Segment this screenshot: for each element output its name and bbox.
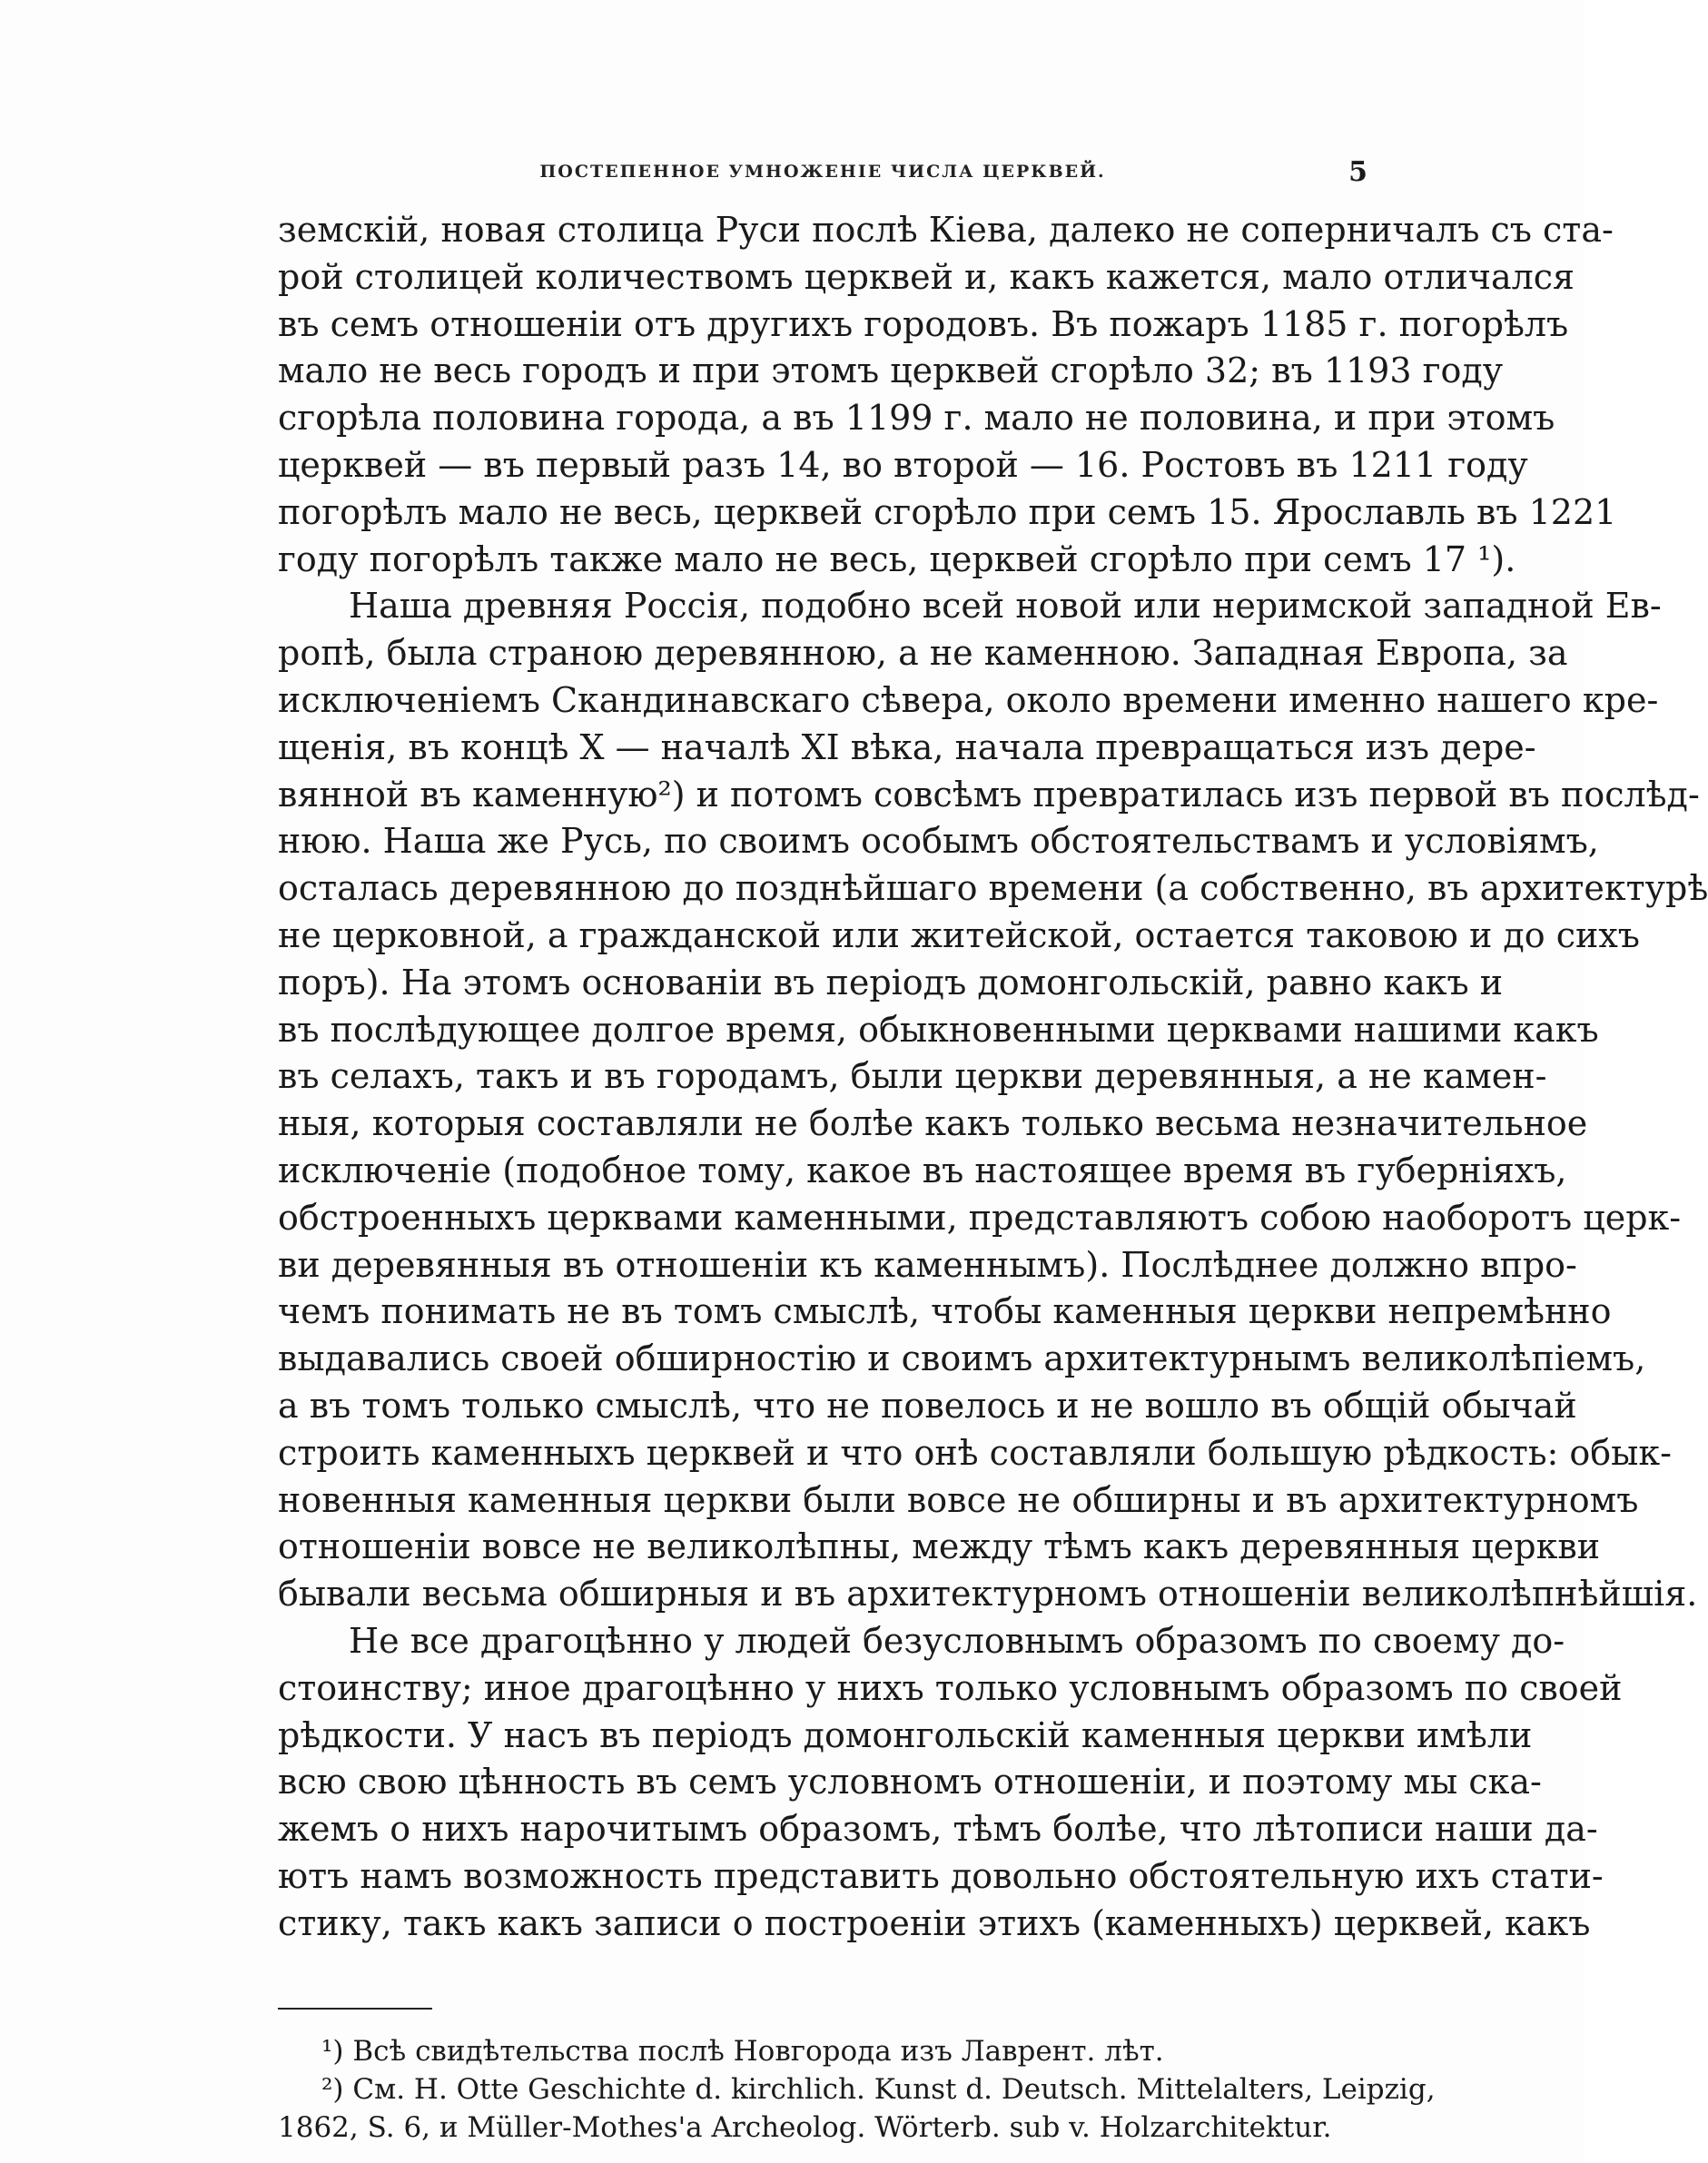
text-line: въ семъ отношеніи отъ другихъ городовъ. Въ пожаръ 1185 г. погорѣлъ [278,303,1569,344]
page-number: 5 [1348,156,1367,188]
paragraph [278,207,1617,583]
text-line: исключеніе (подобное тому, какое въ настоящее время въ губерніяхъ, [278,1150,1567,1190]
text-line: строить каменныхъ церквей и что онѣ составляли большую рѣдкость: обык- [278,1432,1672,1473]
page-header [278,156,1367,193]
footnote-separator [278,2008,432,2010]
text-line: Наша древняя Россія, подобно всей новой или неримской западной Ев- [349,586,1662,627]
text-line: ви деревянныя въ отношеніи къ каменнымъ). Послѣднее должно впро- [278,1244,1577,1285]
footnote-line: ²) См. H. Otte Geschichte d. kirchlich. Kunst d. Deutsch. Mittelalters, Leipzig, [321,2073,1436,2106]
text-line: земскій, новая столица Руси послѣ Кіева, далеко не соперничалъ съ ста- [278,210,1614,250]
text-line: рѣдкости. У насъ въ періодъ домонгольскій каменныя церкви имѣли [278,1714,1533,1755]
text-line: бывали весьма обширныя и въ архитектурномъ отношеніи великолѣпнѣйшія. [278,1574,1698,1615]
text-line: не церковной, а гражданской или житейской, остается таковою и до сихъ [278,914,1640,955]
text-line: обстроенныхъ церквами каменными, представляютъ собою наоборотъ церк- [278,1197,1682,1238]
text-line: году погорѣлъ также мало не весь, церквей сгорѣло при семъ 17 ¹). [278,538,1516,579]
text-line: осталась деревянною до позднѣйшаго времени (а собственно, въ архитектурѣ [278,868,1708,909]
text-line: а въ томъ только смыслѣ, что не повелось и не вошло въ общій обычай [278,1385,1577,1426]
paragraph [278,1618,1623,1948]
text-line: стоинству; иное драгоцѣнно у нихъ только условнымъ образомъ по своей [278,1667,1623,1708]
text-line: ютъ намъ возможность представить довольно обстоятельную ихъ стати- [278,1855,1604,1896]
text-line: вянной въ каменную²) и потомъ совсѣмъ превратилась изъ первой въ послѣд- [278,774,1700,815]
body-text [278,207,1708,1947]
text-line: въ послѣдующее долгое время, обыкновенными церквами нашими какъ [278,1009,1599,1050]
text-line: жемъ о нихъ нарочитымъ образомъ, тѣмъ болѣе, что лѣтописи наши да- [278,1809,1598,1850]
running-title: ПОСТЕПЕННОЕ УМНОЖЕНІЕ ЧИСЛА ЦЕРКВЕЙ. [539,162,1106,182]
footnotes [278,2032,1436,2147]
text-line: отношеніи вовсе не великолѣпны, между тѣмъ какъ деревянныя церкви [278,1526,1601,1567]
text-line: въ селахъ, такъ и въ городамъ, были церкви деревянныя, а не камен- [278,1056,1547,1097]
paragraph [278,583,1708,1618]
text-line: чемъ понимать не въ томъ смыслѣ, чтобы каменныя церкви непремѣнно [278,1291,1612,1332]
text-line: ропѣ, была страною деревянною, а не каменною. Западная Европа, за [278,633,1568,674]
text-line: нюю. Наша же Русь, по своимъ особымъ обстоятельствамъ и условіямъ, [278,821,1599,862]
footnote-line: 1862, S. 6, и Müller-Mothes'a Archeolog. Wörterb. sub v. Holzarchitektur. [278,2111,1332,2144]
text-line: ныя, которыя составляли не болѣе какъ только весьма незначительное [278,1103,1588,1144]
text-line: мало не весь городъ и при этомъ церквей сгорѣло 32; въ 1193 году [278,351,1504,391]
text-line: новенныя каменныя церкви были вовсе не обширны и въ архитектурномъ [278,1479,1639,1520]
text-line: Не все драгоцѣнно у людей безусловнымъ образомъ по своему до- [349,1620,1565,1661]
text-line: всю свою цѣнность въ семъ условномъ отношеніи, и поэтому мы ска- [278,1762,1542,1802]
text-line: выдавались своей обширностію и своимъ архитектурнымъ великолѣпіемъ, [278,1338,1646,1379]
text-line: сгорѣла половина города, а въ 1199 г. мало не половина, и при этомъ [278,398,1555,439]
footnote-line: ¹) Всѣ свидѣтельства послѣ Новгорода изъ Лаврент. лѣт. [321,2035,1164,2068]
text-line: поръ). На этомъ основаніи въ періодъ домонгольскій, равно какъ и [278,962,1504,1002]
text-line: церквей — въ первый разъ 14, во второй — 16. Ростовъ въ 1211 году [278,444,1528,485]
text-line: стику, такъ какъ записи о построеніи этихъ (каменныхъ) церквей, какъ [278,1902,1591,1943]
text-line: щенія, въ концѣ X — началѣ XI вѣка, начала превращаться изъ дере- [278,726,1536,767]
text-line: погорѣлъ мало не весь, церквей сгорѣло при семъ 15. Ярославль въ 1221 [278,491,1617,532]
text-line: исключеніемъ Скандинавскаго сѣвера, около времени именно нашего кре- [278,679,1659,720]
text-line: рой столицей количествомъ церквей и, какъ кажется, мало отличался [278,256,1575,297]
